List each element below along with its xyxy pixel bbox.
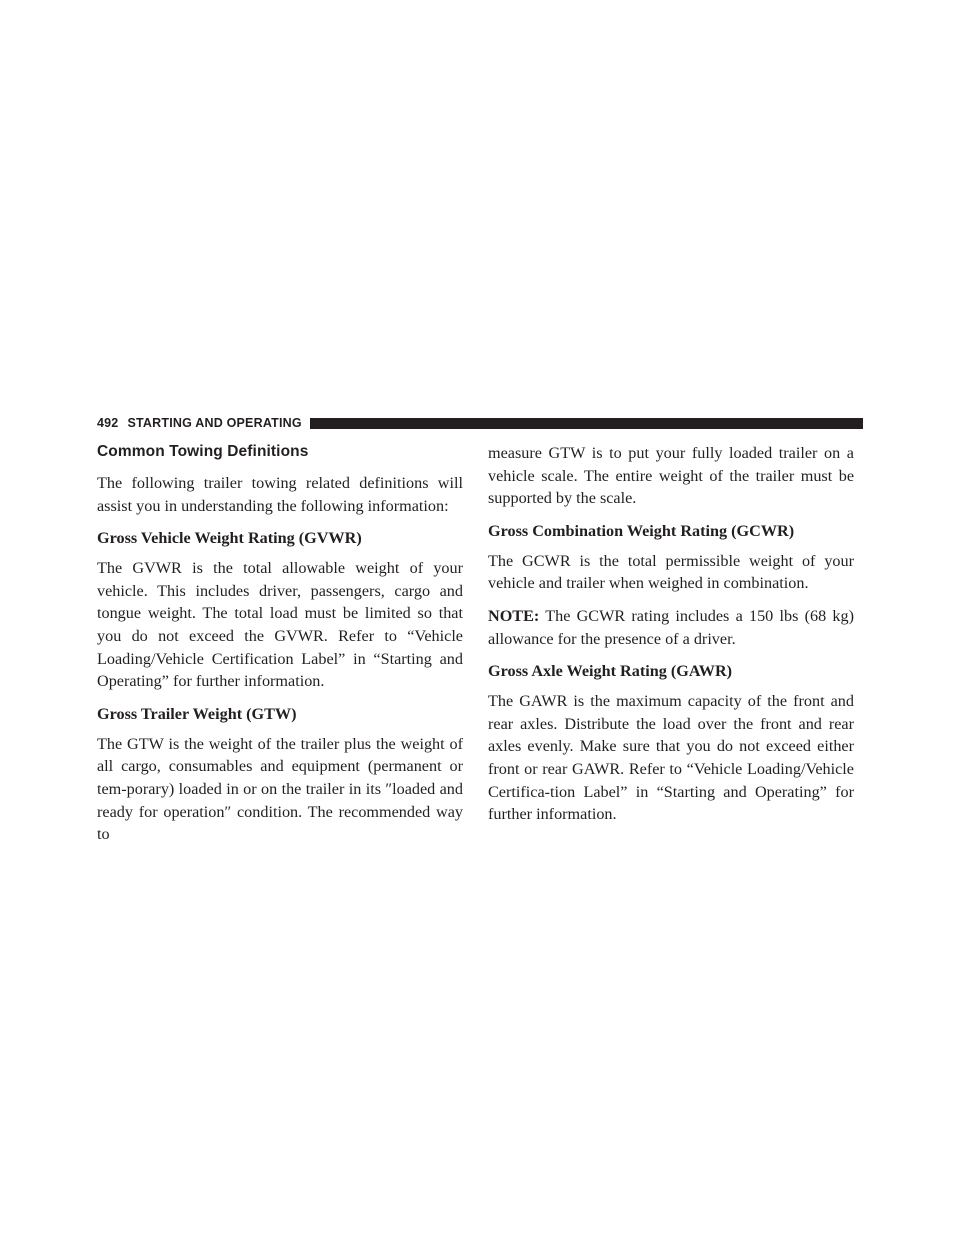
gtw-heading: Gross Trailer Weight (GTW) [97,704,297,723]
left-column [97,442,463,856]
section-title: STARTING AND OPERATING [127,416,302,430]
gcwr-paragraph: The GCWR is the total permissible weight of your vehicle and trailer when weighed in combination. [488,551,854,593]
gcwr-heading: Gross Combination Weight Rating (GCWR) [488,521,795,540]
gtw-paragraph-continued: measure GTW is to put your fully loaded trailer on a vehicle scale. The entire weight of the trailer must be supported by the scale. [488,444,854,508]
note-label: NOTE: [488,606,540,625]
main-heading: Common Towing Definitions [97,443,309,460]
page-number: 492 [97,416,119,430]
gvwr-heading: Gross Vehicle Weight Rating (GVWR) [97,529,362,548]
note-text: The GCWR rating includes a 150 lbs (68 kg) allowance for the presence of a driver. [488,606,854,648]
page-header [97,415,863,431]
gvwr-paragraph: The GVWR is the total allowable weight of your vehicle. This includes driver, passengers, cargo and tongue weight. The total load must be limited so that you do not exceed the GVWR. Refer to “Vehicle Loading/Vehicle Certification Label” in “Starting and Operating” for further information. [97,559,463,691]
note-paragraph [488,605,854,650]
gtw-paragraph: The GTW is the weight of the trailer plus the weight of all cargo, consumables and equipment (permanent or tem-porary) loaded in or on the trailer in its ″loaded and ready for operation″ condition. The recommended way to [97,734,463,844]
intro-paragraph: The following trailer towing related definitions will assist you in understanding the following information: [97,474,463,515]
gawr-paragraph: The GAWR is the maximum capacity of the front and rear axles. Distribute the load over the front and rear axles evenly. Make sure that you do not exceed either front or rear GAWR. Refer to “Vehicle Loading/Vehicle Certifica-tion Label” in “Starting and Operating” for further information. [488,692,854,824]
gawr-heading: Gross Axle Weight Rating (GAWR) [488,662,733,681]
header-rule [310,418,863,429]
right-column [488,442,854,836]
